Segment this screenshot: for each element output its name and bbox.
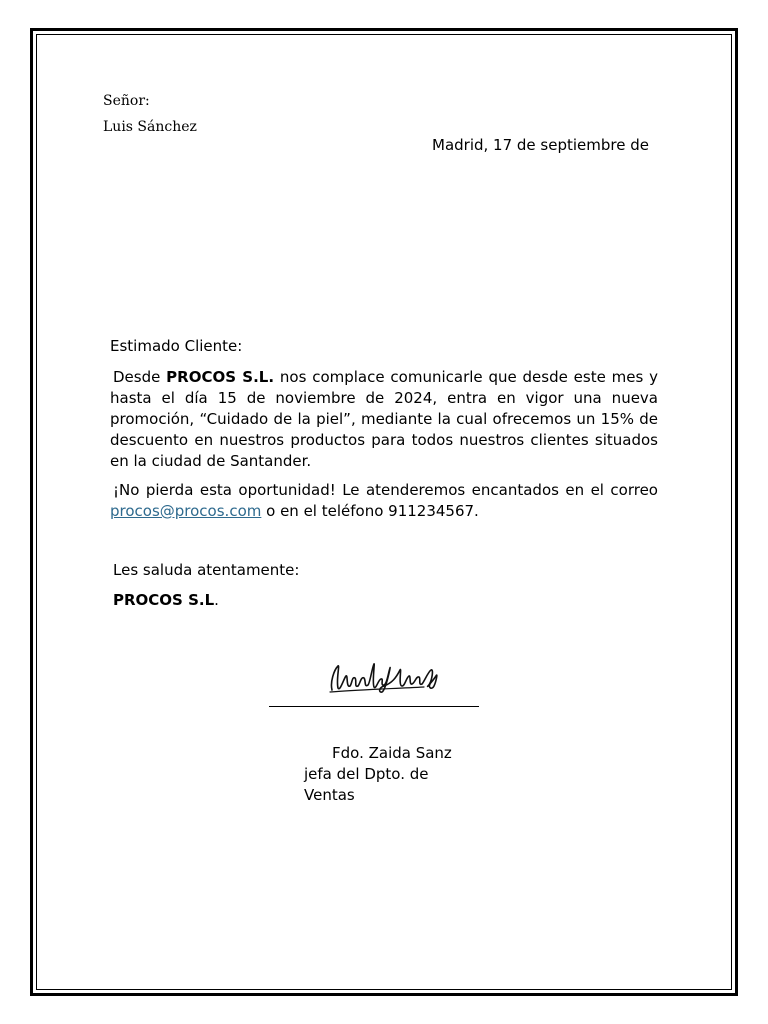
recipient-label: Señor: — [103, 93, 150, 109]
paragraph-text-before: ¡No pierda esta oportunidad! Le atenderemos encantados en el correo — [113, 481, 658, 499]
greeting: Estimado Cliente: — [110, 337, 243, 355]
signer-role: jefa del Dpto. de Ventas — [304, 765, 429, 804]
date-line: Madrid, 17 de septiembre de — [432, 136, 649, 154]
recipient-name: Luis Sánchez — [103, 119, 197, 135]
body-paragraph-contact — [110, 480, 658, 522]
signer-name: Fdo. Zaida Sanz — [332, 744, 452, 762]
company-name-bold: PROCOS S.L. — [166, 368, 275, 386]
handwritten-signature — [324, 652, 444, 702]
signature-line — [269, 706, 479, 707]
paragraph-text: nos complace comunicarle que desde este mes y hasta el día 15 de noviembre de 2024, entra en vigor una nueva promoción, “Cuidado de la piel”, mediante la cual ofrecemos un 15% de descuento en nuestros productos para todos nuestros clientes situados en la ciudad de Santander. — [110, 368, 658, 470]
company-sign-period: . — [214, 591, 219, 609]
company-sign-bold: PROCOS S.L — [113, 591, 215, 609]
signer-block — [304, 743, 464, 806]
closing: Les saluda atentamente: — [113, 561, 300, 579]
company-sign — [113, 591, 219, 609]
email-link[interactable]: procos@procos.com — [110, 502, 262, 520]
paragraph-lead: Desde — [113, 368, 167, 386]
body-paragraph-promotion — [110, 367, 658, 472]
paragraph-text-after: o en el teléfono 911234567. — [261, 502, 479, 520]
